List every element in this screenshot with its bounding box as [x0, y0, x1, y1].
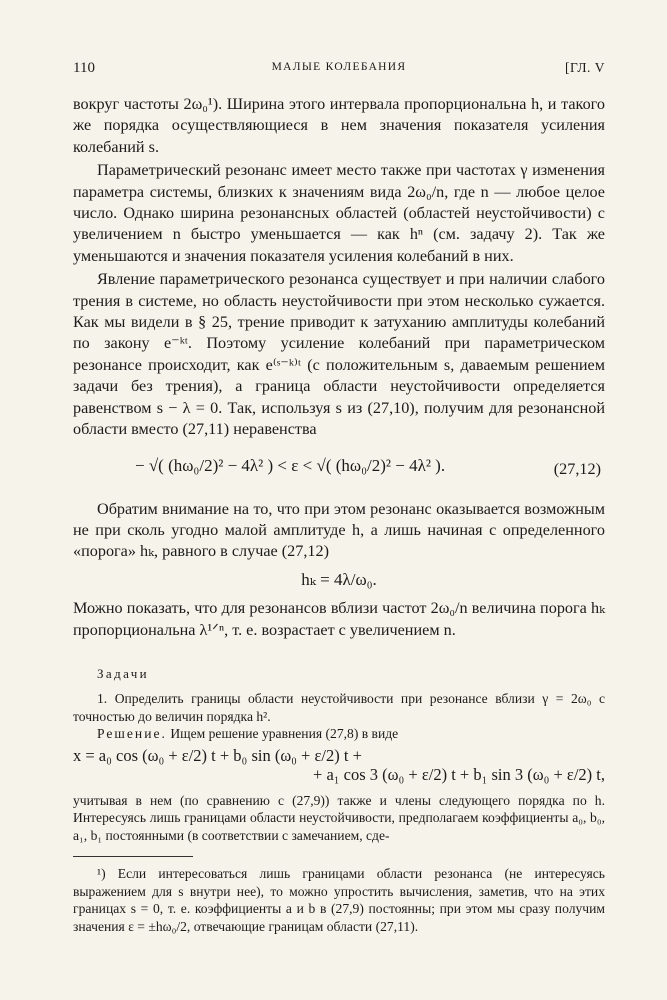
inequality-formula: − √( (hω₀/2)² − 4λ² ) < ε < √( (hω₀/2)² − 4λ² ).: [135, 455, 446, 475]
solution-label: Решение.: [97, 726, 167, 742]
main-text: [73, 94, 605, 935]
solution-equation-line-1: x = a₀ cos (ω₀ + ε/2) t + b₀ sin (ω₀ + ε/2) t +: [73, 745, 362, 765]
chapter-title: МАЛЫЕ КОЛЕБАНИЯ: [271, 61, 407, 73]
paragraph-4: Обратим внимание на то, что при этом резонанс оказывается возможным не при сколь угодно малой амплитуде h, а лишь начиная с определенного «порога» hₖ, равного в случае (27,12): [73, 499, 605, 561]
paragraph-2: Параметрический резонанс имеет место также при частотах γ изменения параметра системы, близких к значениям вида 2ω₀/n, где n — любое целое число. Однако ширина резонансных областей (областей неустойчивости) с увеличением n быстро уменьшается — как hⁿ (см. задачу 2). Так же уменьшаются и значения показателя усиления колебаний в них.: [73, 161, 605, 265]
threshold-equation: hₖ = 4λ/ω₀.: [301, 569, 377, 589]
footnote-divider: [73, 856, 193, 857]
paragraph-3: Явление параметрического резонанса существует и при наличии слабого трения в системе, но область неустойчивости при этом несколько сужается. Как мы видели в § 25, трение приводит к затуханию амплитуды колебаний по закону e⁻ᵏᵗ. Поэтому усиление колебаний при параметрическом резонансе происходит, как e⁽ˢ⁻ᵏ⁾ᵗ (с положительным s, даваемым решением задачи без трения), а граница области неустойчивости определяется равенством s − λ = 0. Так, используя s из (27,10), получим для резонансной области вместо (27,11) неравенства: [73, 270, 605, 439]
footnote: ¹) Если интересоваться лишь границами области резонанса (не интересуясь выражением для s внутри нее), то можно упростить вычисления, заметив, что на этих границах s = 0, т. е. коэффициенты a и b в (27,9) постоянны; при этом мы сразу получим значения ε = ±hω₀/2, отвечающие границам области (27,11).: [73, 866, 605, 934]
solution-tail: учитывая в нем (по сравнению с (27,9)) также и члены следующего порядка по h. Интересуясь лишь границами области неустойчивости, предполагаем коэффициенты a₀, b₀, a₁, b₁ постоянными (в соответствии с замечанием, сде-: [73, 792, 605, 843]
equation-number: (27,12): [553, 459, 601, 478]
solution-equation-line-2: + a₁ cos 3 (ω₀ + ε/2) t + b₁ sin 3 (ω₀ + ε/2) t,: [313, 765, 605, 785]
page-header: [73, 60, 605, 84]
solution-intro-line: [73, 725, 605, 743]
inequality-27-12: [73, 447, 605, 491]
paragraph-1: вокруг частоты 2ω₀¹). Ширина этого интервала пропорциональна h, и такого же порядка осуществляющиеся в нем значения показателя усиления колебаний s.: [73, 95, 605, 156]
solution-intro: Ищем решение уравнения (27,8) в виде: [170, 726, 399, 742]
problem-1: 1. Определить границы области неустойчивости при резонансе вблизи γ = 2ω₀ с точностью до величин порядка h².: [73, 691, 605, 724]
chapter-ref: [ГЛ. V: [565, 60, 605, 75]
paragraph-5: Можно показать, что для резонансов вблизи частот 2ω₀/n величина порога hₖ пропорциональна λ¹ᐟⁿ, т. е. возрастает с увеличением n.: [73, 599, 605, 639]
problems-title: Задачи: [97, 665, 150, 681]
page-number: 110: [73, 60, 95, 76]
problems-section: [73, 690, 605, 935]
book-page: [73, 56, 605, 956]
